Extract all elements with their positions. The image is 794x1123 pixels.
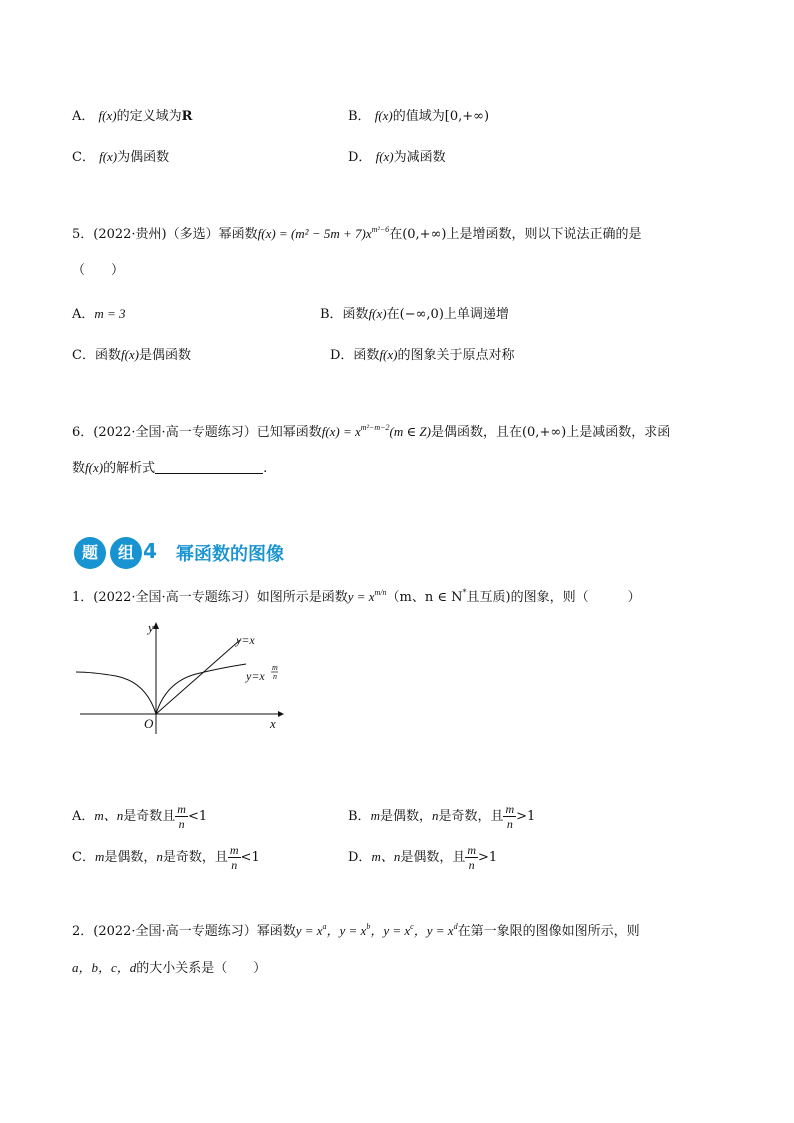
question-5-option-c: C．函数f(x)是偶函数 — [72, 347, 192, 363]
curve-right — [156, 664, 246, 714]
question-5-paren: （ ） — [72, 263, 125, 278]
section-number: 4 — [143, 539, 157, 563]
group-1-option-c: C．m是偶数，n是奇数，且 $\frac{m}{n}$ <1 — [72, 843, 260, 872]
curve-left — [76, 672, 156, 714]
option-b-prev: B． f(x)的值域为[0,+∞) — [348, 108, 490, 124]
section-badge-ti: 题 — [74, 537, 106, 569]
question-5-option-a: A．m = 3 — [72, 306, 126, 322]
x-axis-arrow-icon — [278, 711, 284, 717]
option-a-prev: A． f(x)的定义域为R — [72, 108, 193, 124]
y-axis-arrow-icon — [153, 622, 159, 629]
curve-label: y=x — [246, 669, 265, 683]
curve-exponent-den: n — [273, 672, 277, 681]
line-y-equals-x — [156, 640, 240, 714]
section-title: 幂函数的图像 — [176, 544, 284, 565]
question-6-line2: 数f(x)的解析式 . — [72, 460, 268, 476]
group-question-2-line2: a，b，c，d的大小关系是（ ） — [72, 960, 267, 976]
group-question-1-stem: 1．(2022·全国·高一专题练习）如图所示是函数$y = x^{m/n}(m$、n ∈ N*且互质)的图象，则（ ） — [72, 588, 641, 605]
power-function-graph — [70, 618, 290, 738]
option-c-prev: C． f(x)为偶函数 — [72, 149, 170, 165]
question-6-stem: 6．(2022·全国·高一专题练习）已知幂函数$f(x) = x^{m^2-m-2}(m$ ∈ Z)是偶函数，且在(0,+∞)上是减函数，求函 — [72, 423, 671, 440]
question-5-option-b: B．函数f(x)在(−∞,0)上单调递增 — [320, 306, 509, 322]
origin-label: O — [144, 716, 154, 731]
group-1-option-a: A．m、n是奇数且 $\frac{m}{n}$ <1 — [72, 802, 208, 831]
answer-blank[interactable] — [155, 459, 263, 474]
question-5-stem: 5．(2022·贵州)（多选）幂函数$f(x) = (m^2 - 5m + 7)x^{m^2-6}$在(0,+∞)上是增函数，则以下说法正确的是 — [72, 225, 642, 242]
y-axis-label: y — [148, 620, 154, 635]
group-1-option-b: B．m是偶数，n是奇数，且 $\frac{m}{n}$ >1 — [348, 802, 536, 831]
section-badge-zu: 组 — [110, 537, 142, 569]
group-question-2-stem: 2．(2022·全国·高一专题练习）幂函数$y = x^a$，$y = x^b$，$y = x^c$，$y = x^d$在第一象限的图像如图所示，则 — [72, 922, 640, 939]
question-5-option-d: D．函数f(x)的图象关于原点对称 — [330, 347, 515, 363]
group-1-option-d: D．m、n是偶数，且 $\frac{m}{n}$ >1 — [348, 843, 498, 872]
option-d-prev: D． f(x)为减函数 — [348, 149, 446, 165]
x-axis-label: x — [270, 716, 276, 731]
line-label: y=x — [236, 633, 255, 647]
curve-exponent-num: m — [272, 663, 278, 672]
